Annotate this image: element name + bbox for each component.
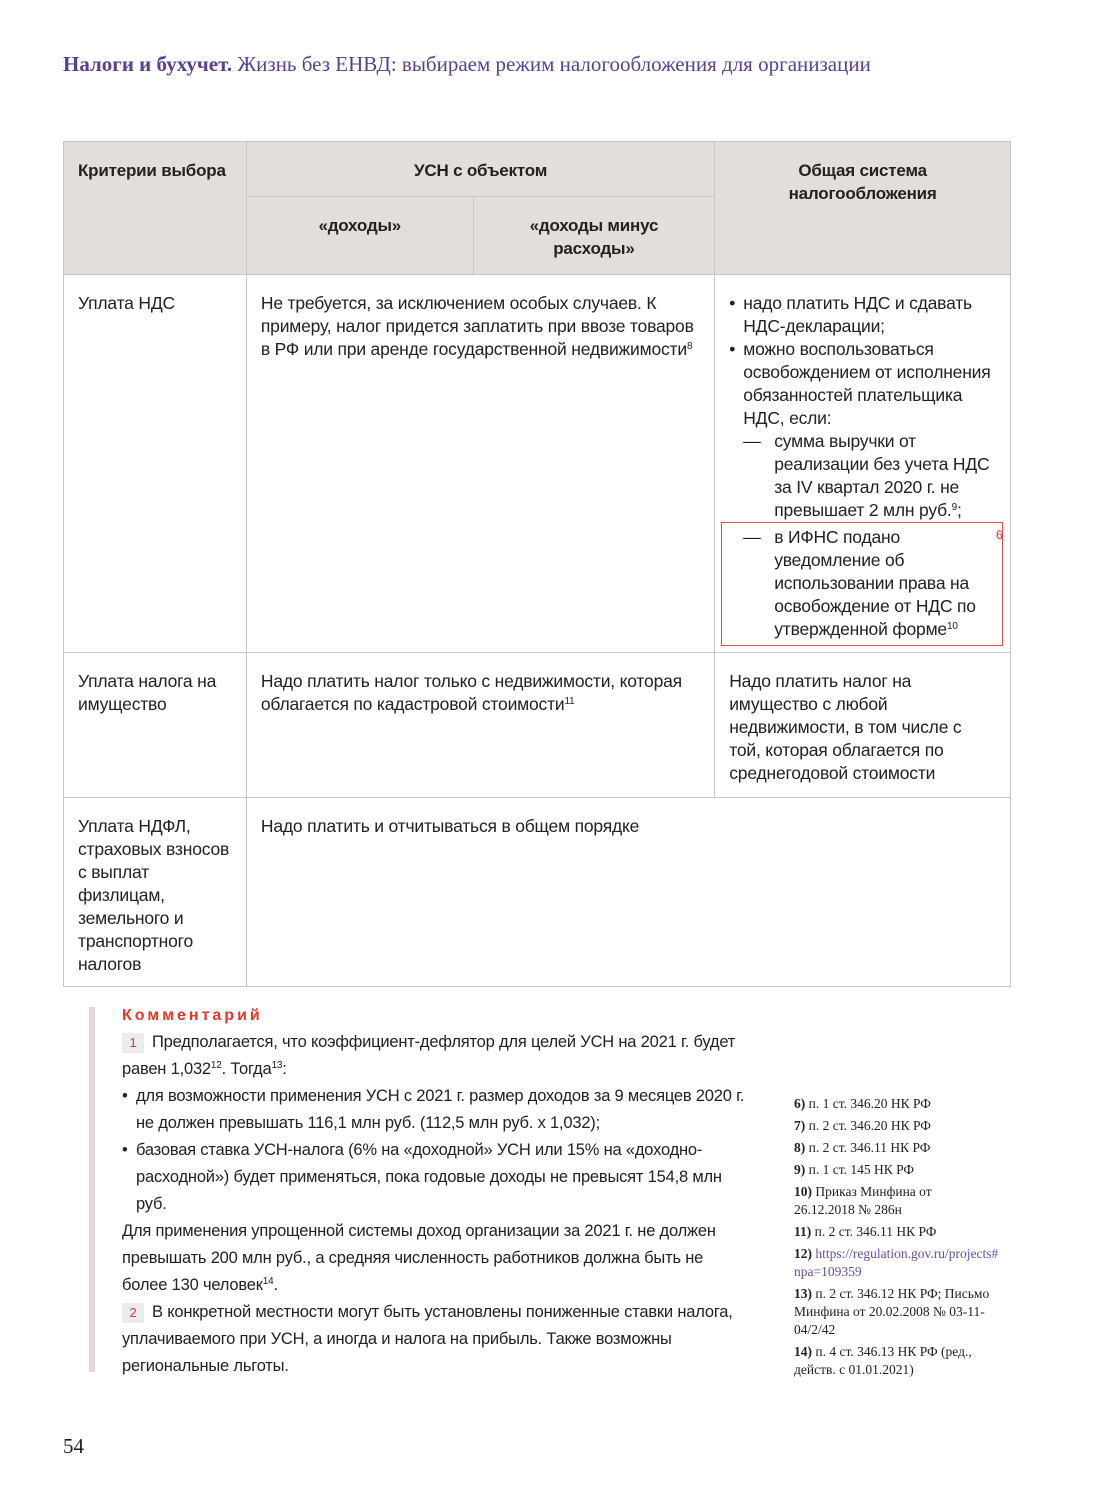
fn-num: 11): [794, 1224, 812, 1239]
footnote: [794, 1183, 954, 1219]
table-row: [64, 653, 1011, 798]
footnote: [794, 1095, 1024, 1113]
dash-item: [743, 526, 996, 641]
footnote: [794, 1139, 1024, 1157]
footnote-ref: 13: [271, 1060, 283, 1071]
cell-common: Надо платить и отчитываться в общем порядке: [246, 798, 1010, 987]
running-header: [63, 52, 871, 77]
comparison-table: [63, 141, 1011, 987]
list-text: можно воспользоваться освобождением от исполнения обязанностей плательщика НДС, если:: [743, 339, 991, 428]
cell-usn: [246, 653, 714, 798]
footnote: [794, 1285, 1012, 1339]
footnote: [794, 1223, 1024, 1241]
footnote: [794, 1245, 999, 1281]
fn-text: п. 2 ст. 346.11 НК РФ: [808, 1140, 931, 1155]
fn-num: 10): [794, 1184, 812, 1199]
cell-criteria: Уплата НДС: [64, 275, 247, 653]
comment-paragraph: [122, 1218, 747, 1299]
header-income: «доходы»: [246, 197, 473, 275]
fn-text: п. 2 ст. 346.12 НК РФ; Письмо Минфина от 20.02.2008 № 03-11-04/2/42: [794, 1286, 990, 1337]
list-item: • базовая ставка УСН-налога (6% на «доходной» УСН или 15% на «доходно-расходной») будет применяться, пока годовые доходы не превысят 154,8 млн руб.: [136, 1137, 747, 1218]
fn-text: Приказ Минфина от 26.12.2018 № 286н: [794, 1184, 932, 1217]
fn-text: п. 2 ст. 346.11 НК РФ: [814, 1224, 937, 1239]
table-row: [64, 798, 1011, 987]
fn-num: 9): [794, 1162, 806, 1177]
fn-text: п. 1 ст. 346.20 НК РФ: [808, 1096, 931, 1111]
comment-title: Комментарий: [122, 1007, 263, 1024]
cell-criteria: Уплата налога на имущество: [64, 653, 247, 798]
table-row: [64, 275, 1011, 653]
footnote-ref: 14: [262, 1276, 274, 1287]
fn-num: 12): [794, 1246, 812, 1261]
fn-text: п. 1 ст. 145 НК РФ: [808, 1162, 915, 1177]
text: . Тогда: [221, 1060, 272, 1078]
dash-item: [743, 430, 996, 522]
cell-osn: Надо платить налог на имущество с любой недвижимости, в том числе с той, которая облагается по среднегодовой стоимости: [715, 653, 1011, 798]
section-name: Налоги и бухучет.: [63, 52, 233, 76]
text: :: [282, 1060, 287, 1078]
header-osn: Общая система налогообложения: [715, 142, 1011, 275]
fn-num: 6): [794, 1096, 806, 1111]
list-item: • для возможности применения УСН с 2021 г. размер доходов за 9 месяцев 2020 г. не должен превышать 116,1 млн руб. (112,5 млн руб. х 1,032);: [136, 1083, 747, 1137]
list-item: [743, 338, 996, 641]
text: Предполагается, что коэффициент-дефлятор для целей УСН на 2021 г. будет равен 1,032: [122, 1033, 736, 1078]
fn-num: 8): [794, 1140, 806, 1155]
text: В конкретной местности могут быть установлены пониженные ставки налога, уплачиваемого при УСН, а иногда и налога на прибыль. Также возможны региональные льготы.: [122, 1303, 733, 1375]
comment-block: [89, 1007, 745, 1375]
fn-num: 13): [794, 1286, 812, 1301]
header-income-minus-expenses: «доходы минус расходы»: [473, 197, 715, 275]
note-number: 2: [122, 1303, 144, 1323]
footnote-ref: 10: [946, 621, 958, 632]
cell-osn: [715, 275, 1011, 653]
text: Для применения упрощенной системы доход организации за 2021 г. не должен превышать 200 млн руб., а средняя численность работников должна быть не более 130 человек: [122, 1222, 716, 1294]
dash-text: в ИФНС подано уведомление об использовании права на освобождение от НДС по утвержденной форме: [774, 527, 976, 639]
comment-paragraph: [122, 1299, 747, 1380]
header-usn: УСН с объектом: [246, 142, 714, 197]
fn-link[interactable]: https://regulation.gov.ru/projects#npa=109359: [794, 1246, 999, 1279]
fn-text: п. 2 ст. 346.20 НК РФ: [808, 1118, 931, 1133]
footnote-ref: 12: [210, 1060, 222, 1071]
cell-text: Надо платить налог только с недвижимости, которая облагается по кадастровой стоимости: [260, 671, 682, 714]
fn-text: п. 4 ст. 346.13 НК РФ (ред., действ. с 01.01.2021): [794, 1344, 972, 1377]
footnote-ref: 9: [951, 502, 957, 513]
header-criteria: Критерии выбора: [64, 142, 247, 275]
annotation-number: 6: [996, 528, 1003, 542]
dash-text: сумма выручки от реализации без учета НДС за IV квартал 2020 г. не превышает 2 млн руб.: [774, 431, 990, 520]
comment-body: [122, 1029, 747, 1380]
header-title: Жизнь без ЕНВД: выбираем режим налогообложения для организации: [237, 52, 871, 76]
note-number: 1: [122, 1033, 144, 1053]
cell-usn: [246, 275, 714, 653]
punct: ;: [956, 500, 962, 520]
page-number: 54: [63, 1434, 84, 1458]
cell-criteria: Уплата НДФЛ, страховых взносов с выплат физлицам, земельного и транспортного налогов: [64, 798, 247, 987]
footnote-ref: 11: [564, 696, 575, 707]
footnotes: [794, 1095, 1024, 1383]
footnote: [794, 1343, 984, 1379]
fn-num: 14): [794, 1344, 812, 1359]
cell-text: Не требуется, за исключением особых случаев. К примеру, налог придется заплатить при ввозе товаров в РФ или при аренде государственной недвижимости: [260, 293, 694, 359]
fn-num: 7): [794, 1118, 806, 1133]
list-item: • надо платить НДС и сдавать НДС-декларации;: [743, 292, 996, 338]
comment-paragraph: [122, 1029, 747, 1083]
text: .: [273, 1276, 278, 1294]
footnote: [794, 1117, 1024, 1135]
footnote-ref: 8: [686, 341, 693, 352]
footnote: [794, 1161, 1024, 1179]
